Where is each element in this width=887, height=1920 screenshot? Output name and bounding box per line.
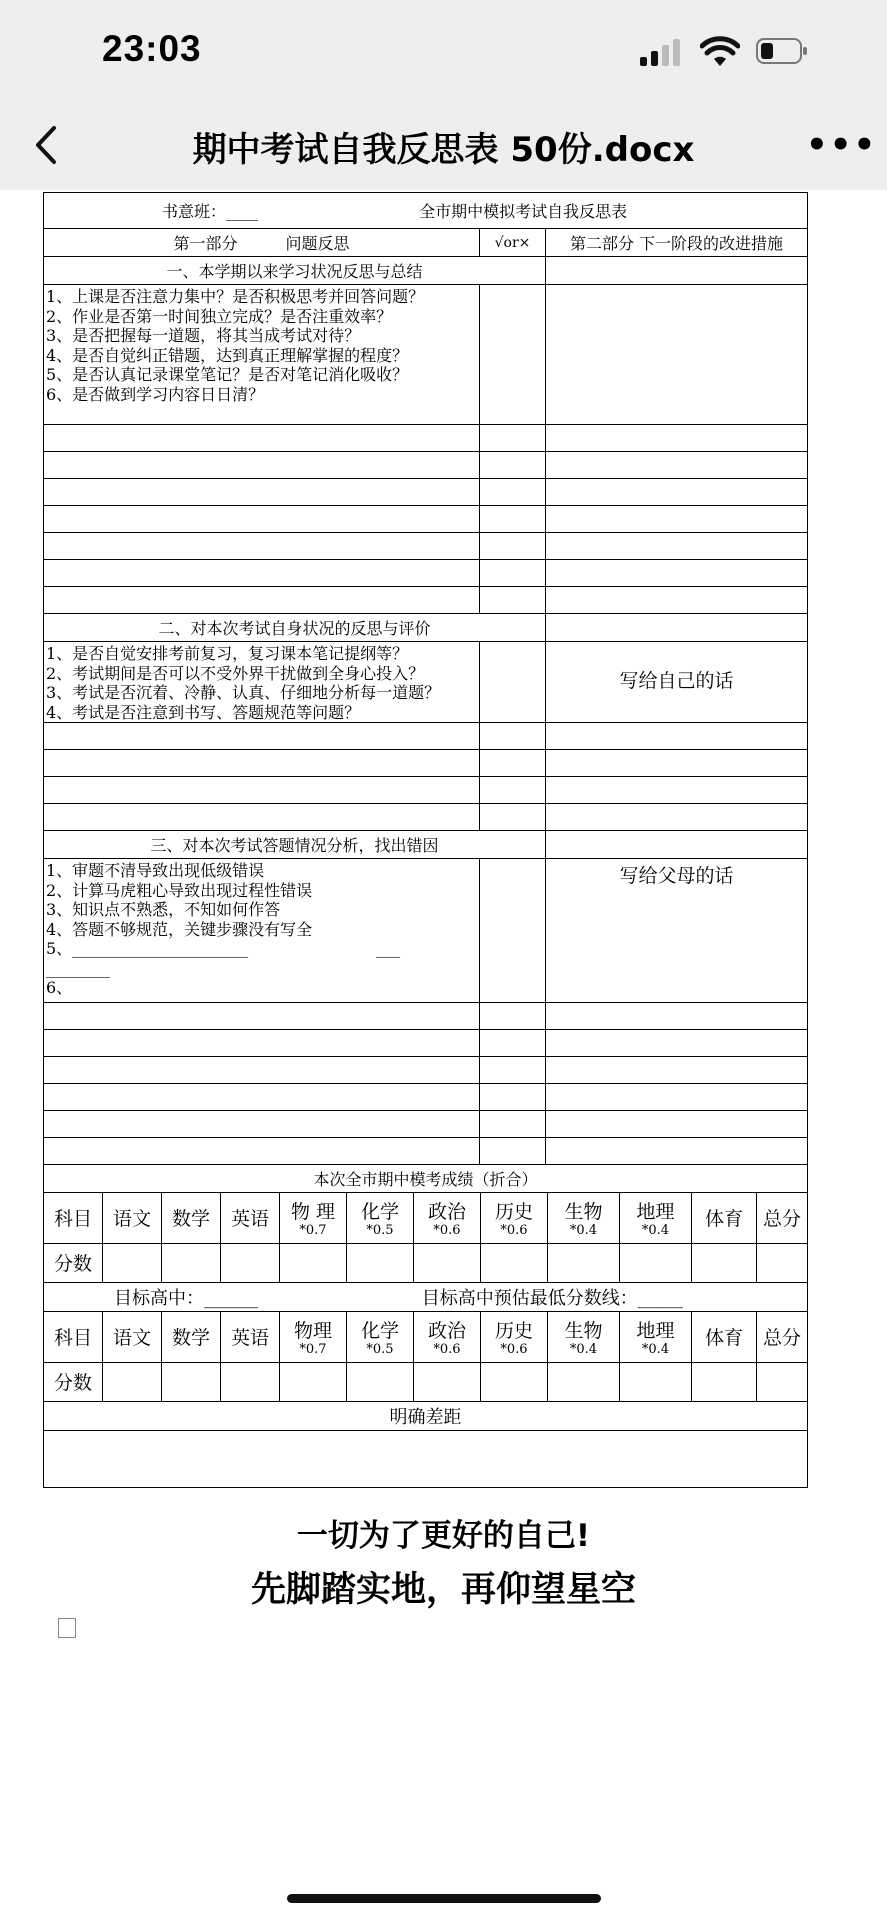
blank-row — [44, 777, 480, 804]
target-school-row — [44, 1282, 808, 1311]
blank-row — [44, 560, 480, 587]
subject-cell: 英语 — [221, 1192, 280, 1243]
list-item: 1、上课是否注意力集中？是否积极思考并回答问题？ — [46, 287, 425, 306]
blank-row — [44, 804, 480, 831]
subject-cell: 化学 *0.5 — [347, 1192, 414, 1243]
list-item: ________ — [46, 958, 110, 978]
status-bar — [0, 0, 887, 100]
list-item: 5、______________________ ___ — [46, 939, 401, 958]
class-label: 书意班：____ — [162, 202, 259, 221]
subject-cell: 总分 — [757, 1311, 808, 1362]
score-row — [44, 1243, 808, 1282]
status-time: 23:03 — [102, 28, 202, 69]
blank-row — [44, 587, 480, 614]
section3-title: 三、对本次考试答题情况分析，找出错因 — [44, 831, 546, 859]
blank-row — [44, 506, 480, 533]
section1-questions — [44, 285, 480, 425]
blank-row — [44, 533, 480, 560]
section2-questions — [44, 642, 480, 723]
list-item: 3、是否把握每一道题，将其当成考试对待？ — [46, 326, 361, 345]
section3-error-causes — [44, 859, 480, 1003]
score-label: 分数 — [44, 1243, 103, 1282]
subject-cell: 物 理 *0.7 — [280, 1192, 347, 1243]
current-scores-table — [43, 1192, 808, 1488]
subject-cell: 科目 — [44, 1311, 103, 1362]
blank-row — [44, 1057, 480, 1084]
gap-title: 明确差距 — [44, 1401, 808, 1430]
subject-cell: 历史 *0.6 — [481, 1311, 548, 1362]
section3-title-right — [546, 831, 808, 859]
list-item: 2、考试期间是否可以不受外界干扰做到全身心投入？ — [46, 663, 425, 683]
more-options-icon[interactable]: ••• — [806, 125, 878, 165]
subject-cell: 数学 — [162, 1311, 221, 1362]
subject-cell: 语文 — [103, 1311, 162, 1362]
mark-cell — [480, 859, 546, 1003]
part2-header: 第二部分 下一阶段的改进措施 — [546, 229, 808, 257]
wifi-icon — [700, 36, 740, 68]
subject-cell: 物理 *0.7 — [280, 1311, 347, 1362]
score-label: 分数 — [44, 1362, 103, 1401]
blank-row — [44, 750, 480, 777]
target-school-label: 目标高中：______ — [114, 1287, 258, 1309]
list-item: 1、审题不清导致出现低级错误 — [46, 861, 265, 880]
list-item: 6、 — [46, 978, 73, 997]
document-title: 期中考试自我反思表 50份.docx — [192, 130, 695, 170]
battery-icon — [756, 38, 808, 64]
slogan-line-1: 一切为了更好的自己! — [296, 1518, 591, 1554]
subject-cell: 生物 *0.4 — [548, 1192, 620, 1243]
checkbox-placeholder — [58, 1618, 76, 1638]
form-header — [44, 193, 808, 229]
note-to-self: 写给自己的话 — [546, 642, 808, 723]
subject-header-row — [44, 1192, 808, 1243]
section1-title-right — [546, 257, 808, 285]
target-score-row — [44, 1362, 808, 1401]
home-indicator[interactable] — [287, 1894, 601, 1903]
subject-cell: 地理 *0.4 — [620, 1311, 692, 1362]
blank-row — [44, 452, 480, 479]
subject-cell: 化学 *0.5 — [347, 1311, 414, 1362]
subject-cell: 英语 — [221, 1311, 280, 1362]
list-item: 4、是否自觉纠正错题，达到真正理解掌握的程度？ — [46, 345, 409, 365]
list-item: 6、是否做到学习内容日日清？ — [46, 384, 265, 404]
improvement-cell — [546, 285, 808, 425]
blank-row — [44, 1003, 480, 1030]
list-item: 5、是否认真记录课堂笔记？是否对笔记消化吸收？ — [46, 365, 409, 384]
subject-cell: 体育 — [692, 1192, 757, 1243]
mark-cell — [480, 642, 546, 723]
list-item: 4、考试是否注意到书写、答题规范等问题？ — [46, 702, 361, 722]
gap-blank-cell — [44, 1430, 808, 1487]
subject-cell: 数学 — [162, 1192, 221, 1243]
subject-cell: 语文 — [103, 1192, 162, 1243]
blank-row — [44, 1084, 480, 1111]
reflection-form-table — [43, 192, 808, 1193]
score-section-title: 本次全市期中模考成绩（折合） — [44, 1165, 808, 1193]
section2-title: 二、对本次考试自身状况的反思与评价 — [44, 614, 546, 642]
subject-cell: 生物 *0.4 — [548, 1311, 620, 1362]
slogan-line-2: 先脚踏实地，再仰望星空 — [250, 1570, 636, 1610]
target-min-score-label: 目标高中预估最低分数线：_____ — [421, 1287, 683, 1309]
navigation-bar — [0, 100, 887, 190]
subject-cell: 科目 — [44, 1192, 103, 1243]
blank-row — [44, 723, 480, 750]
section2-title-right — [546, 614, 808, 642]
subject-cell: 总分 — [757, 1192, 808, 1243]
blank-row — [44, 1111, 480, 1138]
subject-cell: 体育 — [692, 1311, 757, 1362]
list-item: 4、答题不够规范，关键步骤没有写全 — [46, 919, 313, 939]
mark-column-header: √or× — [480, 229, 546, 257]
list-item: 2、计算马虎粗心导致出现过程性错误 — [46, 880, 313, 900]
blank-row — [44, 1138, 480, 1165]
mark-cell — [480, 285, 546, 425]
blank-row — [44, 425, 480, 452]
form-title: 全市期中模拟考试自我反思表 — [419, 202, 628, 221]
target-subject-header-row — [44, 1311, 808, 1362]
list-item: 1、是否自觉安排考前复习，复习课本笔记提纲等？ — [46, 644, 409, 663]
subject-cell: 政治 *0.6 — [414, 1192, 481, 1243]
list-item: 3、知识点不熟悉，不知如何作答 — [46, 900, 281, 919]
section1-title: 一、本学期以来学习状况反思与总结 — [44, 257, 546, 285]
list-item: 2、作业是否第一时间独立完成？是否注重效率？ — [46, 306, 393, 326]
cellular-signal-icon — [638, 38, 686, 68]
blank-row — [44, 479, 480, 506]
document-page — [43, 192, 807, 1488]
list-item: 3、考试是否沉着、冷静、认真、仔细地分析每一道题？ — [46, 683, 441, 702]
part1-header: 第一部分 问题反思 — [44, 229, 480, 257]
subject-cell: 政治 *0.6 — [414, 1311, 481, 1362]
subject-cell: 地理 *0.4 — [620, 1192, 692, 1243]
subject-cell: 历史 *0.6 — [481, 1192, 548, 1243]
note-to-parents: 写给父母的话 — [546, 859, 808, 1003]
blank-row — [44, 1030, 480, 1057]
